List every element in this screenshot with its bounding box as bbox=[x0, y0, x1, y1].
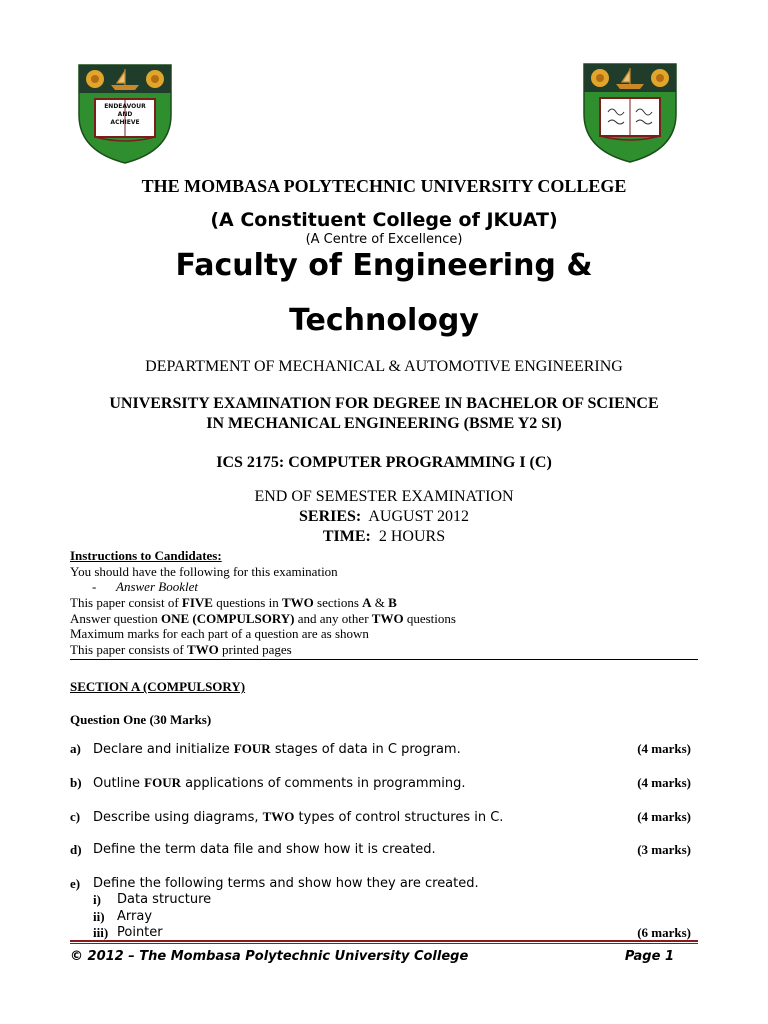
header-divider bbox=[70, 659, 698, 660]
institution-name: THE MOMBASA POLYTECHNIC UNIVERSITY COLLEGE bbox=[141, 176, 627, 196]
footer-rule-top bbox=[70, 940, 698, 942]
question-label: a) bbox=[70, 741, 81, 756]
question-text bbox=[93, 876, 479, 891]
instruction-bullet-text: Answer Booklet bbox=[116, 579, 198, 594]
subitem-text: Pointer bbox=[117, 925, 163, 940]
college-crest-right-icon bbox=[582, 62, 678, 164]
time-label: TIME: bbox=[322, 528, 371, 545]
instructions-heading: Instructions to Candidates: bbox=[70, 548, 222, 563]
question-text bbox=[93, 842, 436, 857]
subitem-label: ii) bbox=[93, 909, 105, 924]
question-marks: (4 marks) bbox=[637, 775, 691, 790]
faculty-title-line-2: Technology bbox=[289, 303, 479, 338]
course-title: ICS 2175: COMPUTER PROGRAMMING I (C) bbox=[216, 454, 552, 471]
instruction-line-pages bbox=[70, 642, 292, 658]
instruction-line-answer bbox=[70, 611, 456, 627]
text-run: types of control structures in C. bbox=[294, 810, 504, 825]
subitem-label: i) bbox=[93, 892, 101, 907]
bold-text-run: ONE (COMPULSORY) bbox=[161, 611, 295, 626]
exam-time bbox=[0, 528, 768, 546]
centre-of-excellence: (A Centre of Excellence) bbox=[305, 232, 463, 247]
text-run: applications of comments in programming. bbox=[181, 776, 466, 791]
question-text bbox=[93, 809, 503, 825]
text-run: questions bbox=[403, 611, 456, 626]
question-label: b) bbox=[70, 775, 82, 790]
footer-copyright: © 2012 – The Mombasa Polytechnic University College bbox=[70, 949, 469, 964]
faculty-title-line-1: Faculty of Engineering & bbox=[175, 248, 593, 283]
series-value: AUGUST 2012 bbox=[368, 508, 469, 525]
exam-series bbox=[0, 508, 768, 526]
department-name: DEPARTMENT OF MECHANICAL & AUTOMOTIVE ENGINEERING bbox=[145, 358, 623, 375]
text-run: Define the following terms and show how they are created. bbox=[93, 876, 479, 891]
instruction-line-sections bbox=[70, 595, 397, 611]
bold-text-run: FOUR bbox=[144, 775, 182, 790]
question-e-marks: (6 marks) bbox=[637, 925, 691, 940]
text-run: questions in bbox=[212, 595, 282, 610]
bold-text-run: TWO bbox=[186, 642, 219, 657]
text-run: Define the term data file and show how it is created. bbox=[93, 842, 436, 857]
bold-text-run: TWO bbox=[281, 595, 314, 610]
text-run: This paper consists of bbox=[70, 642, 187, 657]
bold-text-run: B bbox=[388, 595, 397, 610]
crest-motto-line: AND bbox=[117, 111, 133, 118]
exam-title-line-1: UNIVERSITY EXAMINATION FOR DEGREE IN BACHELOR OF SCIENCE bbox=[109, 395, 659, 412]
question-text bbox=[93, 741, 461, 757]
text-run: stages of data in C program. bbox=[270, 742, 461, 757]
question-text bbox=[93, 775, 465, 791]
bold-text-run: TWO bbox=[371, 611, 404, 626]
crest-motto bbox=[97, 103, 153, 127]
subitem-text: Data structure bbox=[117, 892, 212, 907]
series-label: SERIES: bbox=[299, 508, 362, 525]
text-run: Declare and initialize bbox=[93, 742, 234, 757]
subitem-label: iii) bbox=[93, 925, 109, 940]
text-run: Answer question bbox=[70, 611, 161, 626]
exam-title-line-2: IN MECHANICAL ENGINEERING (BSME Y2 SI) bbox=[206, 415, 562, 432]
question-title: Question One (30 Marks) bbox=[70, 712, 212, 727]
instruction-line: You should have the following for this examination bbox=[70, 564, 338, 579]
text-run: & bbox=[371, 595, 389, 610]
footer-rule-bottom bbox=[70, 943, 698, 944]
question-label: e) bbox=[70, 876, 81, 891]
section-title: SECTION A (COMPULSORY) bbox=[70, 679, 246, 694]
question-label: d) bbox=[70, 842, 82, 857]
bold-text-run: TWO bbox=[262, 809, 295, 824]
crest-motto-line: ACHIEVE bbox=[110, 119, 140, 126]
constituent-college: (A Constituent College of JKUAT) bbox=[210, 209, 558, 231]
text-run: and any other bbox=[294, 611, 372, 626]
crest-motto-line: ENDEAVOUR bbox=[104, 103, 146, 110]
bold-text-run: A bbox=[362, 595, 372, 610]
bold-text-run: FIVE bbox=[181, 595, 213, 610]
text-run: sections bbox=[313, 595, 363, 610]
text-run: This paper consist of bbox=[70, 595, 182, 610]
question-marks: (3 marks) bbox=[637, 842, 691, 857]
question-marks: (4 marks) bbox=[637, 741, 691, 756]
text-run: printed pages bbox=[218, 642, 292, 657]
exam-type: END OF SEMESTER EXAMINATION bbox=[254, 488, 514, 505]
time-value: 2 HOURS bbox=[378, 528, 446, 545]
instruction-line: Maximum marks for each part of a question are as shown bbox=[70, 626, 369, 641]
instruction-bullet-dash: - bbox=[92, 579, 97, 594]
question-label: c) bbox=[70, 809, 81, 824]
text-run: Describe using diagrams, bbox=[93, 810, 263, 825]
question-marks: (4 marks) bbox=[637, 809, 691, 824]
footer-page-number: Page 1 bbox=[624, 949, 674, 964]
subitem-text: Array bbox=[117, 909, 153, 924]
bold-text-run: FOUR bbox=[233, 741, 271, 756]
text-run: Outline bbox=[93, 776, 145, 791]
